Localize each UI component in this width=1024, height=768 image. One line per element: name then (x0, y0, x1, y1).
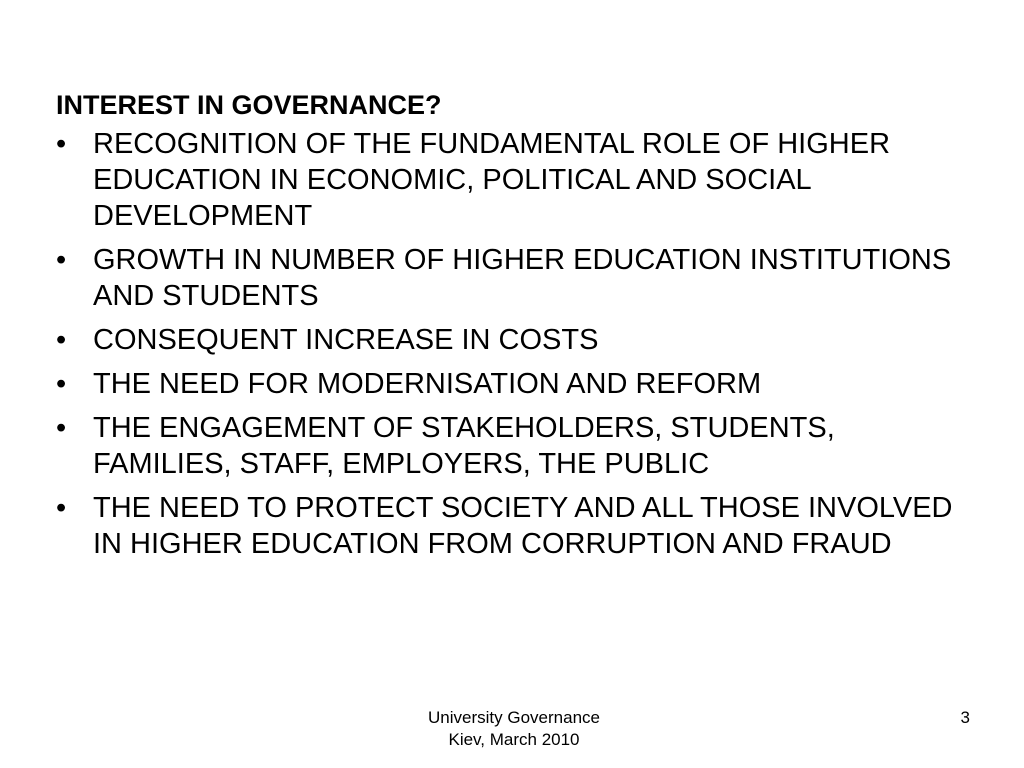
bullet-text: THE NEED FOR MODERNISATION AND REFORM (93, 368, 762, 400)
bullet-icon: • (56, 492, 67, 524)
bullet-item (56, 490, 976, 562)
bullet-item (56, 366, 976, 402)
bullet-text: CONSEQUENT INCREASE IN COSTS (93, 324, 599, 356)
bullet-icon: • (56, 324, 67, 356)
bullet-icon: • (56, 244, 67, 276)
bullet-text: THE ENGAGEMENT OF STAKEHOLDERS, STUDENTS, FAMILIES, STAFF, EMPLOYERS, THE PUBLIC (93, 412, 835, 480)
slide-footer (414, 707, 614, 751)
bullet-item (56, 242, 976, 314)
footer-title: University Governance (428, 708, 600, 727)
slide-content (56, 86, 976, 570)
bullet-icon: • (56, 412, 67, 444)
bullet-item (56, 410, 976, 482)
page-number: 3 (960, 708, 970, 727)
bullet-icon: • (56, 368, 67, 400)
bullet-list (56, 126, 976, 562)
bullet-item (56, 126, 976, 234)
bullet-item (56, 322, 976, 358)
bullet-text: GROWTH IN NUMBER OF HIGHER EDUCATION INSTITUTIONS AND STUDENTS (93, 244, 952, 312)
footer-date: Kiev, March 2010 (448, 730, 580, 749)
bullet-text: RECOGNITION OF THE FUNDAMENTAL ROLE OF HIGHER EDUCATION IN ECONOMIC, POLITICAL AND SOCIAL DEVELOPMENT (93, 128, 891, 232)
bullet-text: THE NEED TO PROTECT SOCIETY AND ALL THOSE INVOLVED IN HIGHER EDUCATION FROM CORRUPTION AND FRAUD (93, 492, 953, 560)
bullet-icon: • (56, 128, 67, 160)
slide-heading: INTEREST IN GOVERNANCE? (56, 90, 442, 120)
